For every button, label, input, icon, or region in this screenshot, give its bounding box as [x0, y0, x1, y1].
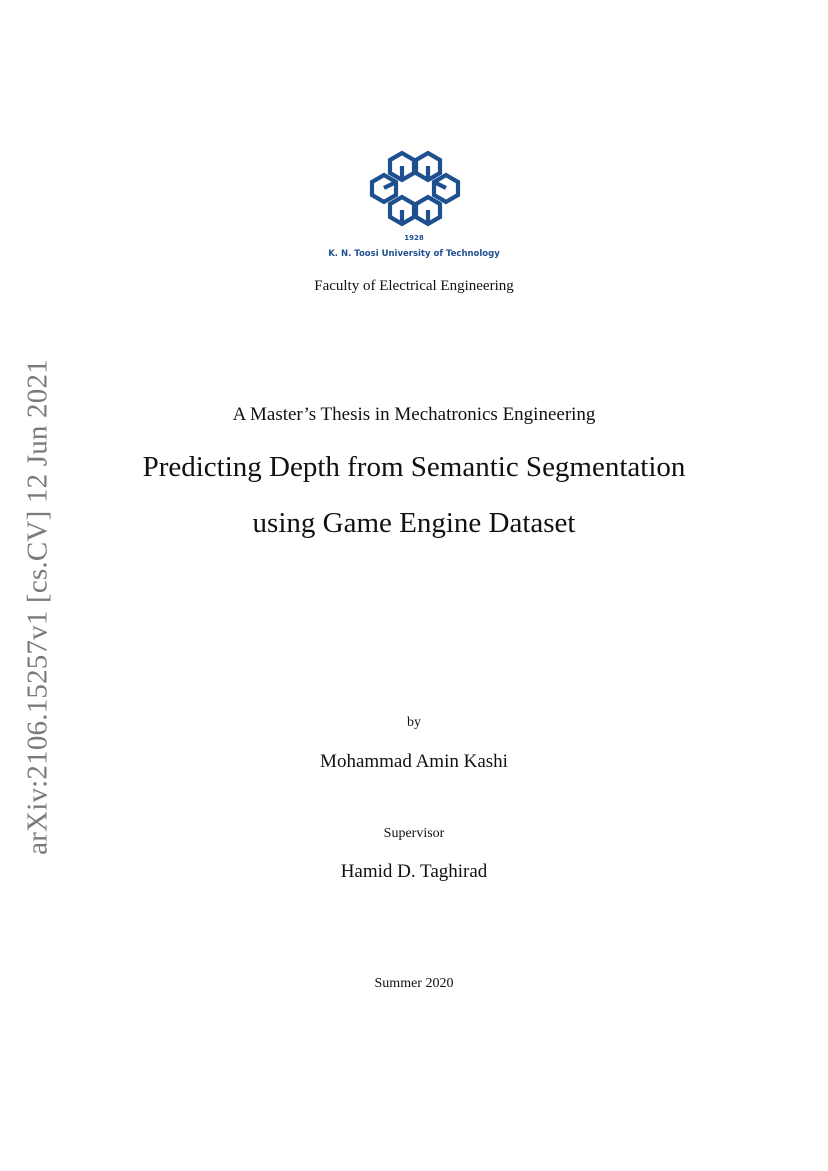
by-label: by [407, 715, 421, 730]
supervisor-label: Supervisor [383, 826, 445, 841]
supervisor-name: Hamid D. Taghirad [340, 861, 488, 882]
university-emblem-icon [365, 146, 465, 236]
submission-date: Summer 2020 [374, 976, 454, 991]
founding-year: 1928 [404, 234, 424, 242]
arxiv-identifier: arXiv:2106.15257v1 [cs.CV] 12 Jun 2021 [21, 359, 54, 855]
faculty-name: Faculty of Electrical Engineering [314, 278, 514, 294]
university-name: K. N. Toosi University of Technology [328, 249, 500, 259]
author-name: Mohammad Amin Kashi [320, 751, 508, 772]
thesis-title-line-1: Predicting Depth from Semantic Segmentation [142, 451, 686, 483]
degree-description: A Master’s Thesis in Mechatronics Engineering [232, 404, 596, 425]
thesis-title-line-2: using Game Engine Dataset [252, 507, 576, 539]
